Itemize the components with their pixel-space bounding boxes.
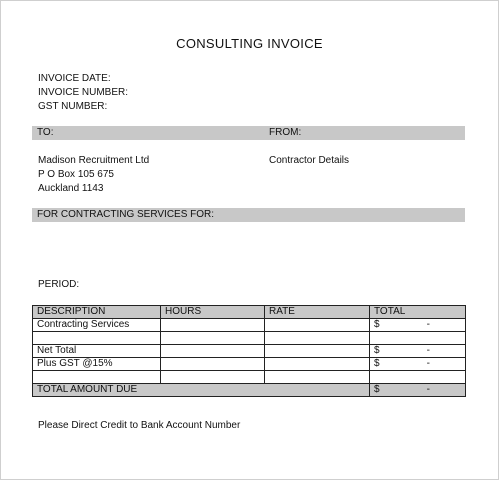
cell-hours [161,345,265,358]
gst-number-label: GST NUMBER: [38,101,108,112]
currency-symbol: $ [374,345,380,356]
total-amount-value: - [426,384,430,395]
currency-symbol: $ [374,358,380,369]
cell-hours [161,332,265,345]
invoice-meta [38,72,128,114]
cell-hours [161,319,265,332]
to-address-line3: Auckland 1143 [38,183,104,194]
table-row [33,319,466,332]
cell-description: Contracting Services [33,319,161,332]
invoice-table [32,305,466,397]
currency-symbol: $ [374,319,380,330]
payment-instructions: Please Direct Credit to Bank Account Number [38,420,241,431]
header-rate: RATE [265,306,370,319]
total-amount-cell [370,384,466,397]
to-label: TO: [37,127,54,138]
cell-description [33,371,161,384]
cell-description: Net Total [33,345,161,358]
table-row [33,358,466,371]
invoice-number-label: INVOICE NUMBER: [38,87,129,98]
cell-total [370,319,466,332]
cell-total [370,371,466,384]
total-amount-row [33,384,466,397]
header-description: DESCRIPTION [33,306,161,319]
services-bar [32,208,465,222]
header-hours: HOURS [161,306,265,319]
from-details-line1: Contractor Details [269,155,350,166]
to-address-line2: P O Box 105 675 [38,169,114,180]
table-row [33,345,466,358]
cell-total [370,332,466,345]
amount-value: - [426,345,430,356]
amount-value: - [426,319,430,330]
from-label: FROM: [269,127,302,138]
header-total: TOTAL [370,306,466,319]
cell-rate [265,319,370,332]
invoice-title: CONSULTING INVOICE [176,36,323,51]
period-label: PERIOD: [38,279,80,290]
cell-hours [161,358,265,371]
cell-hours [161,371,265,384]
cell-rate [265,345,370,358]
to-address [38,154,149,196]
invoice-date-label: INVOICE DATE: [38,73,111,84]
cell-total [370,345,466,358]
cell-description [33,332,161,345]
cell-total [370,358,466,371]
table-header-row [33,306,466,319]
cell-rate [265,332,370,345]
amount-value: - [426,358,430,369]
from-details [269,154,349,168]
cell-description: Plus GST @15% [33,358,161,371]
currency-symbol: $ [374,384,380,395]
total-amount-label: TOTAL AMOUNT DUE [33,384,370,397]
cell-rate [265,371,370,384]
to-address-line1: Madison Recruitment Ltd [38,155,150,166]
services-label: FOR CONTRACTING SERVICES FOR: [37,209,215,220]
cell-rate [265,358,370,371]
table-row [33,332,466,345]
to-from-bar [32,126,465,140]
table-row [33,371,466,384]
